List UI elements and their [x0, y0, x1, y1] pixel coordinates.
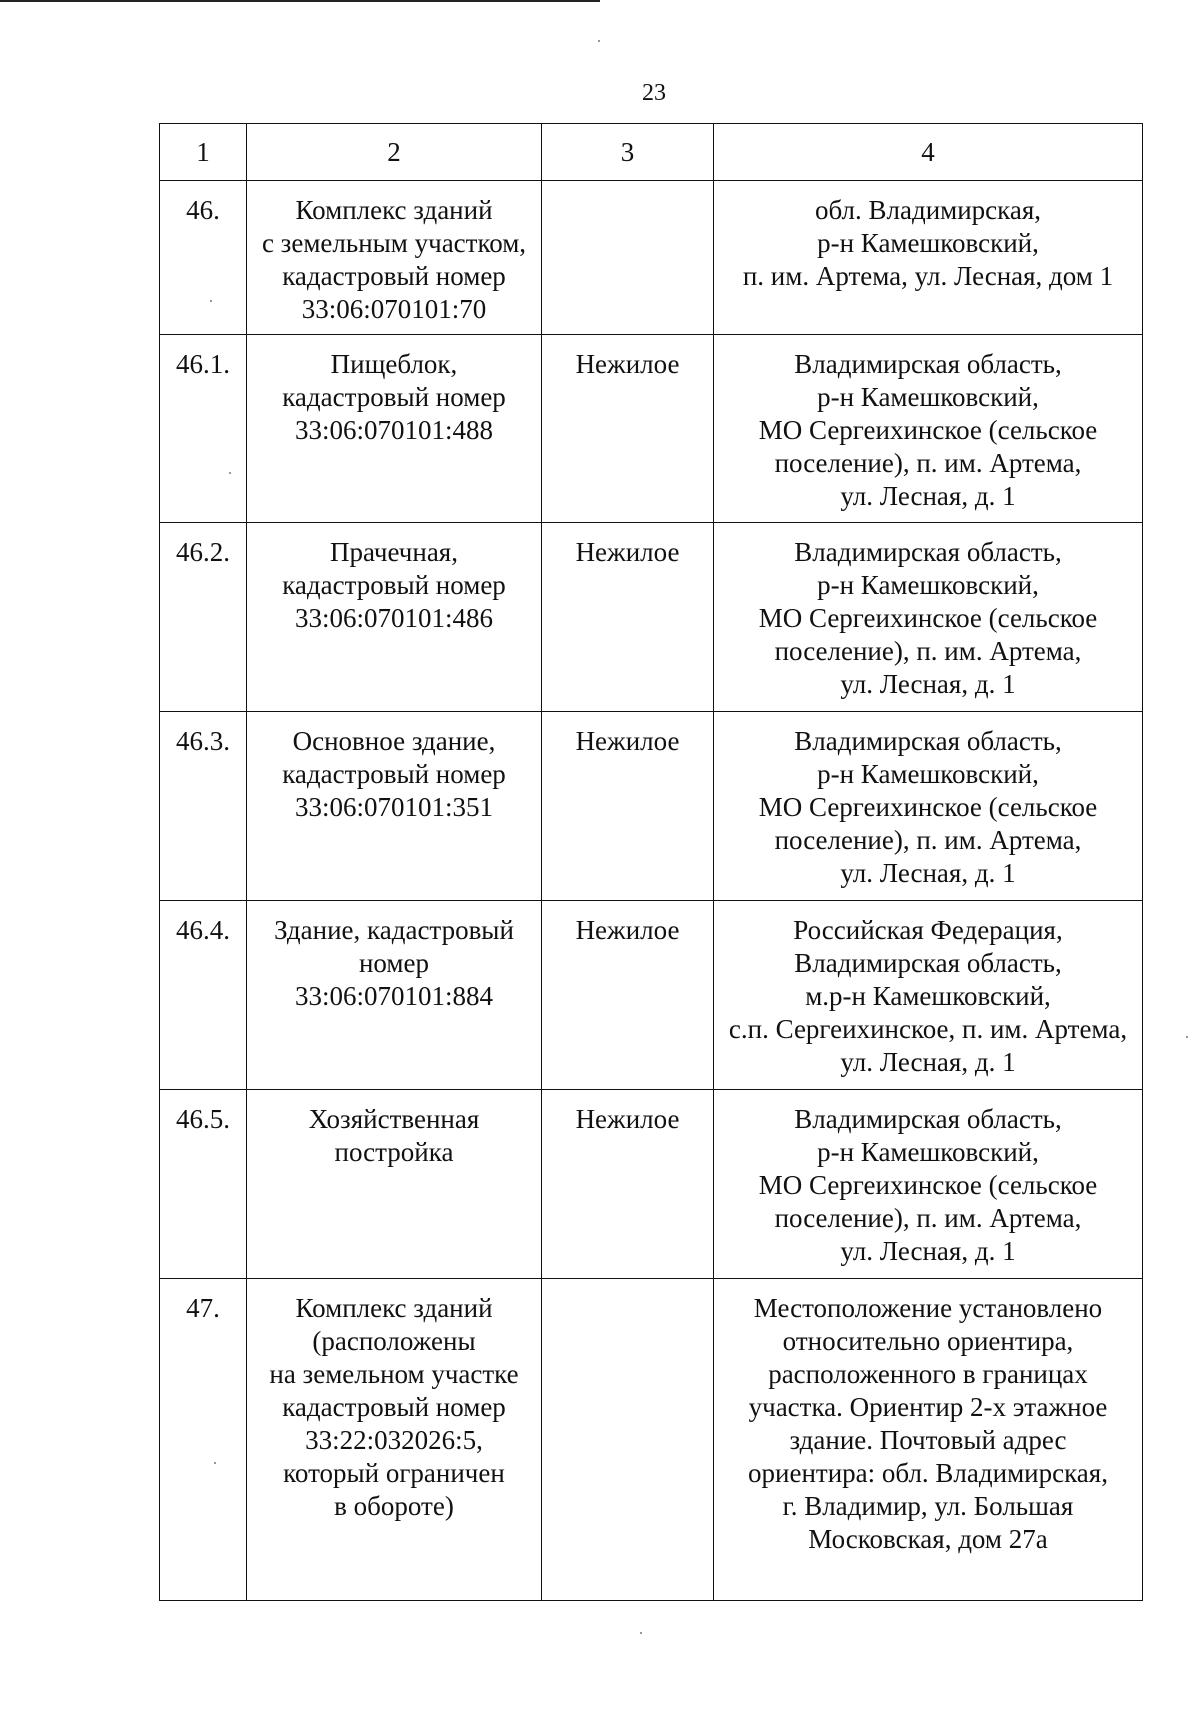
object-name-cell [247, 523, 542, 712]
table-row [160, 523, 1143, 712]
address-cell-line: Владимирская область, [794, 537, 1062, 567]
address-cell-line: Российская Федерация, [793, 915, 1063, 945]
address-cell [714, 335, 1143, 523]
purpose-cell [542, 181, 714, 335]
table-row [160, 181, 1143, 335]
address-cell-line: МО Сергеихинское (сельское [758, 1170, 1098, 1200]
row-number-cell: 46.2. [160, 523, 247, 712]
address-cell [714, 712, 1143, 901]
address-cell-line: р-н Камешковский, [817, 1137, 1039, 1167]
address-cell-line: р-н Камешковский, [817, 382, 1039, 412]
scan-speck [640, 1632, 642, 1634]
address-cell-line: п. им. Артема, ул. Лесная, дом 1 [742, 261, 1114, 291]
address-cell-line: ул. Лесная, д. 1 [840, 481, 1016, 511]
address-cell-line: ул. Лесная, д. 1 [840, 1236, 1016, 1266]
row-number-cell: 46.5. [160, 1090, 247, 1279]
row-number-cell: 46.4. [160, 901, 247, 1090]
purpose-cell: Нежилое [542, 712, 714, 901]
object-name-cell-line: Комплекс зданий [295, 1293, 493, 1323]
address-cell-line: ориентира: обл. Владимирская, [748, 1458, 1108, 1488]
address-cell-line: Владимирская область, [794, 1104, 1062, 1134]
address-cell-line: поселение), п. им. Артема, [774, 448, 1082, 478]
address-cell-line: поселение), п. им. Артема, [774, 1203, 1082, 1233]
address-cell-line: здание. Почтовый адрес [789, 1425, 1067, 1455]
purpose-cell: Нежилое [542, 335, 714, 523]
top-border-line [0, 0, 600, 2]
address-cell-line: участка. Ориентир 2-х этажное [748, 1392, 1108, 1422]
scan-speck [214, 1462, 216, 1464]
address-cell-line: Московская, дом 27а [808, 1524, 1048, 1554]
scan-speck [229, 472, 231, 474]
object-name-cell-line: кадастровый номер [282, 570, 506, 600]
address-cell-line: обл. Владимирская, [814, 195, 1042, 225]
address-cell-line: Местоположение установлено [753, 1293, 1103, 1323]
header-cell-3: 3 [542, 124, 714, 181]
address-cell-line: г. Владимир, ул. Большая [782, 1491, 1074, 1521]
object-name-cell-line: с земельным участком, [261, 228, 527, 258]
table-row [160, 335, 1143, 523]
row-number-cell: 46.1. [160, 335, 247, 523]
page-number: 23 [642, 80, 666, 106]
object-name-cell [247, 335, 542, 523]
address-cell-line: МО Сергеихинское (сельское [758, 603, 1098, 633]
address-cell-line: Владимирская область, [794, 349, 1062, 379]
object-name-cell [247, 712, 542, 901]
row-number-cell: 46. [160, 181, 247, 335]
table-row [160, 1090, 1143, 1279]
table-row [160, 1279, 1143, 1601]
object-name-cell-line: Прачечная, [330, 537, 458, 567]
address-cell [714, 181, 1143, 335]
purpose-cell: Нежилое [542, 901, 714, 1090]
object-name-cell-line: 33:06:070101:351 [294, 792, 493, 822]
object-name-cell-line: на земельном участке [269, 1359, 519, 1389]
header-row [160, 124, 1143, 181]
object-name-cell-line: Основное здание, [292, 726, 496, 756]
object-name-cell-line: кадастровый номер [282, 759, 506, 789]
object-name-cell-line: Пищеблок, [330, 349, 458, 379]
object-name-cell-line: кадастровый номер [282, 261, 506, 291]
object-name-cell-line: (расположены [312, 1326, 476, 1356]
table-body [160, 181, 1143, 1601]
scan-speck [598, 40, 600, 42]
table-row [160, 712, 1143, 901]
address-cell-line: с.п. Сергеихинское, п. им. Артема, [728, 1014, 1128, 1044]
scan-speck [210, 300, 212, 302]
object-name-cell-line: Хозяйственная [308, 1104, 480, 1134]
header-cell-2: 2 [247, 124, 542, 181]
object-name-cell-line: кадастровый номер [282, 382, 506, 412]
address-cell-line: р-н Камешковский, [817, 759, 1039, 789]
address-cell [714, 1090, 1143, 1279]
address-cell-line: поселение), п. им. Артема, [774, 636, 1082, 666]
object-name-cell-line: 33:06:070101:884 [294, 981, 493, 1011]
table-row [160, 901, 1143, 1090]
address-cell [714, 1279, 1143, 1601]
object-name-cell-line: номер [358, 948, 429, 978]
scan-speck [1186, 1036, 1188, 1038]
header-cell-1: 1 [160, 124, 247, 181]
address-cell-line: поселение), п. им. Артема, [774, 825, 1082, 855]
address-cell-line: МО Сергеихинское (сельское [758, 415, 1098, 445]
row-number-cell: 46.3. [160, 712, 247, 901]
purpose-cell [542, 1279, 714, 1601]
object-name-cell-line: постройка [334, 1137, 454, 1167]
object-name-cell-line: в обороте) [334, 1491, 454, 1521]
object-name-cell-line: Комплекс зданий [295, 195, 493, 225]
address-cell [714, 901, 1143, 1090]
address-cell-line: ул. Лесная, д. 1 [840, 1047, 1016, 1077]
address-cell-line: м.р-н Камешковский, [805, 981, 1051, 1011]
address-cell-line: р-н Камешковский, [817, 228, 1039, 258]
row-number-cell: 47. [160, 1279, 247, 1601]
address-cell-line: расположенного в границах [768, 1359, 1088, 1389]
object-name-cell-line: который ограничен [283, 1458, 505, 1488]
address-cell [714, 523, 1143, 712]
object-name-cell [247, 901, 542, 1090]
object-name-cell-line: 33:06:070101:486 [294, 603, 493, 633]
object-name-cell-line: 33:06:070101:488 [294, 415, 493, 445]
header-cell-4: 4 [714, 124, 1143, 181]
address-cell-line: МО Сергеихинское (сельское [758, 792, 1098, 822]
object-name-cell [247, 1090, 542, 1279]
address-cell-line: ул. Лесная, д. 1 [840, 669, 1016, 699]
address-cell-line: Владимирская область, [794, 948, 1062, 978]
object-name-cell [247, 181, 542, 335]
object-name-cell-line: Здание, кадастровый [274, 915, 514, 945]
address-cell-line: р-н Камешковский, [817, 570, 1039, 600]
purpose-cell: Нежилое [542, 1090, 714, 1279]
object-name-cell-line: 33:06:070101:70 [301, 294, 487, 324]
purpose-cell: Нежилое [542, 523, 714, 712]
property-table [159, 123, 1143, 1601]
address-cell-line: относительно ориентира, [782, 1326, 1074, 1356]
address-cell-line: ул. Лесная, д. 1 [840, 858, 1016, 888]
object-name-cell-line: кадастровый номер [282, 1392, 506, 1422]
address-cell-line: Владимирская область, [794, 726, 1062, 756]
object-name-cell-line: 33:22:032026:5, [305, 1425, 483, 1455]
object-name-cell [247, 1279, 542, 1601]
